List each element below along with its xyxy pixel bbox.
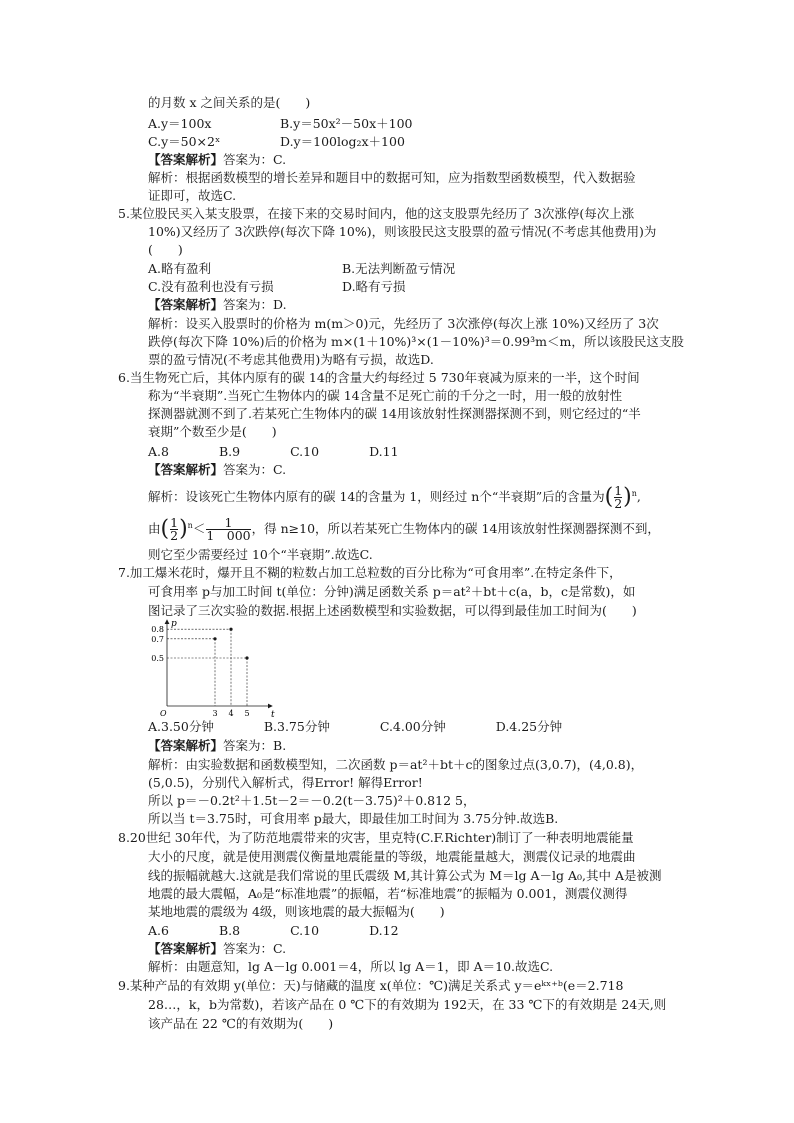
fraction-half: $\frac{1}{2}$ (614, 483, 623, 511)
answer-text: 答案为：C. (223, 941, 287, 956)
answer-tag: 【答案解析】 (148, 152, 224, 167)
q4-option-c: C.y＝50×2ˣ (148, 134, 221, 149)
q9-stem-line: 9.某种产品的有效期 y(单位：天)与储藏的温度 x(单位：℃)满足关系式 y＝eᵏˣ⁺ᵇ(e＝2.718 (118, 978, 624, 993)
q8-stem-line: 地震的最大震幅，A₀是“标准地震”的振幅，若“标准地震”的振幅为 0.001，测震仪测得 (148, 886, 628, 901)
y-tick-label: 0.5 (151, 654, 164, 663)
q5-option-c: C.没有盈利也没有亏损 (148, 279, 274, 294)
y-axis-label: p (171, 619, 177, 629)
q7-answer (148, 737, 286, 754)
fraction-half: $\frac{1}{2}$ (170, 515, 179, 543)
q9-stem-line: 该产品在 22 ℃的有效期为( ) (148, 1016, 334, 1031)
q5-analysis-line: 跌停(每次下降 10%)后的价格为 m×(1＋10%)³×(1－10%)³＝0.99³m＜m，所以该股民这支股 (148, 334, 684, 349)
x-tick-label: 5 (244, 709, 250, 718)
data-point (229, 628, 232, 631)
q5-stem-line: 10%)又经历了 3次跌停(每次下降 10%)，则该股民这支股票的盈亏情况(不考虑其他费用)为 (148, 224, 657, 239)
q4-option-d: D.y＝100log₂x＋100 (280, 134, 405, 149)
answer-text: 答案为：C. (223, 462, 287, 477)
x-tick-label: 3 (212, 709, 218, 718)
q7-scatter-chart (140, 616, 280, 722)
q6-options: A.8 B.9 C.10 D.11 (148, 444, 399, 459)
answer-tag: 【答案解析】 (148, 738, 224, 753)
q7-options: A.3.50分钟 B.3.75分钟 C.4.00分钟 D.4.25分钟 (148, 719, 563, 734)
q7-stem-line: 图记录了三次实验的数据.根据上述函数模型和实验数据，可以得到最佳加工时间为( ) (148, 603, 637, 618)
data-point (213, 637, 216, 640)
q6-answer (148, 461, 286, 478)
answer-tag: 【答案解析】 (148, 462, 224, 477)
q5-option-d: D.略有亏损 (342, 279, 406, 294)
q5-analysis-line: 解析：设买入股票时的价格为 m(m＞0)元，先经历了 3次涨停(每次上涨 10%)又经历了 3次 (148, 316, 659, 331)
q7-analysis-line: 解析：由实验数据和函数模型知，二次函数 p＝at²＋bt＋c的图象过点(3,0.7)，(4,0.8)， (148, 757, 644, 772)
q4-analysis-line: 证即可，故选C. (148, 188, 237, 203)
q7-analysis-line: 所以当 t＝3.75时，可食用率 p最大，即最佳加工时间为 3.75分钟.故选B. (148, 811, 559, 826)
q8-stem-line: 大小的尺度，就是使用测震仪衡量地震能量的等级，地震能量越大，测震仪记录的地震曲 (148, 849, 636, 864)
q5-analysis-line: 票的盈亏情况(不考虑其他费用)为略有亏损，故选D. (148, 352, 434, 367)
q9-stem-line: 28…，k，b为常数)，若该产品在 0 ℃下的有效期为 192天，在 33 ℃下的有效期是 24天,则 (148, 997, 667, 1012)
q8-stem-line: 线的振幅就越大.这就是我们常说的里氏震级 M,其计算公式为 M＝lg A－lg A₀,其中 A是被测 (148, 868, 662, 883)
q5-stem-line: ( ) (148, 242, 183, 257)
q6-stem-line: 衰期”个数至少是( ) (148, 424, 277, 439)
answer-text: 答案为：C. (223, 152, 287, 167)
q7-analysis-line: (5,0.5)，分别代入解析式，得Error! 解得Error! (148, 775, 423, 790)
q8-analysis-line: 解析：由题意知，lg A－lg 0.001＝4，所以 lg A＝1，即 A＝10.故选C. (148, 959, 554, 974)
q7-analysis-line: 所以 p＝－0.2t²＋1.5t－2＝－0.2(t－3.75)²＋0.812 5， (148, 793, 476, 808)
data-point (245, 656, 248, 659)
q5-answer (148, 296, 287, 313)
q5-option-b: B.无法判断盈亏情况 (342, 261, 456, 276)
q6-analysis-line: 由( $\frac{1}{2}$ )$^n$＜ $\frac{1}{1 000}$ ，得 n≥10，所以若某死亡生物体内的碳 14用该放射性探测器探测不到， (148, 515, 660, 543)
q7-stem-line: 7.加工爆米花时，爆开且不糊的粒数占加工总粒数的百分比称为“可食用率”.在特定条件下， (118, 565, 622, 580)
q4-option-b: B.y＝50x²－50x＋100 (280, 116, 413, 131)
q4-answer (148, 151, 286, 168)
q6-analysis-line: 则它至少需要经过 10个“半衰期”.故选C. (148, 547, 373, 562)
answer-text: 答案为：D. (223, 297, 287, 312)
q6-analysis-line: 解析：设该死亡生物体内原有的碳 14的含量为 1，则经过 n个“半衰期”后的含量为( $\frac{1}{2}$ )$^n$, (148, 483, 641, 511)
q4-stem-tail: 的月数 x 之间关系的是( ) (148, 95, 311, 110)
answer-tag: 【答案解析】 (148, 941, 224, 956)
q8-stem-line: 某地地震的震级为 4级，则该地震的最大振幅为( ) (148, 904, 445, 919)
fraction-thousandth: $\frac{1}{1 000}$ (206, 515, 251, 543)
y-tick-label: 0.7 (151, 634, 164, 644)
origin-label: O (160, 709, 167, 718)
q8-options: A.6 B.8 C.10 D.12 (148, 923, 399, 938)
q8-answer (148, 940, 286, 957)
q5-option-a: A.略有盈利 (148, 261, 212, 276)
q4-option-a: A.y＝100x (148, 116, 212, 131)
q5-stem-line: 5.某位股民买入某支股票，在接下来的交易时间内，他的这支股票先经历了 3次涨停(每次上涨 (118, 206, 635, 221)
q7-stem-line: 可食用率 p与加工时间 t(单位：分钟)满足函数关系 p＝at²＋bt＋c(a，b，c是常数)，如 (148, 584, 636, 599)
q8-stem-line: 8.20世纪 30年代，为了防范地震带来的灾害，里克特(C.F.Richter)制订了一种表明地震能量 (118, 830, 634, 845)
q6-stem-line: 6.当生物死亡后，其体内原有的碳 14的含量大约每经过 5 730年衰减为原来的一半，这个时间 (118, 370, 640, 385)
q4-analysis-line: 解析：根据函数模型的增长差异和题目中的数据可知，应为指数型函数模型，代入数据验 (148, 170, 636, 185)
analysis-text: 解析：设该死亡生物体内原有的碳 14的含量为 1，则经过 n个“半衰期”后的含量为 (148, 489, 605, 504)
q6-stem-line: 称为“半衰期”.当死亡生物体内的碳 14含量不足死亡前的千分之一时，用一般的放射性 (148, 388, 623, 403)
x-tick-label: 4 (228, 709, 234, 718)
answer-text: 答案为：B. (223, 738, 287, 753)
y-tick-label: 0.8 (151, 625, 164, 635)
q6-stem-line: 探测器就测不到了.若某死亡生物体内的碳 14用该放射性探测器探测不到，则它经过的“半 (148, 406, 641, 421)
x-axis-label: t (271, 710, 275, 720)
answer-tag: 【答案解析】 (148, 297, 224, 312)
